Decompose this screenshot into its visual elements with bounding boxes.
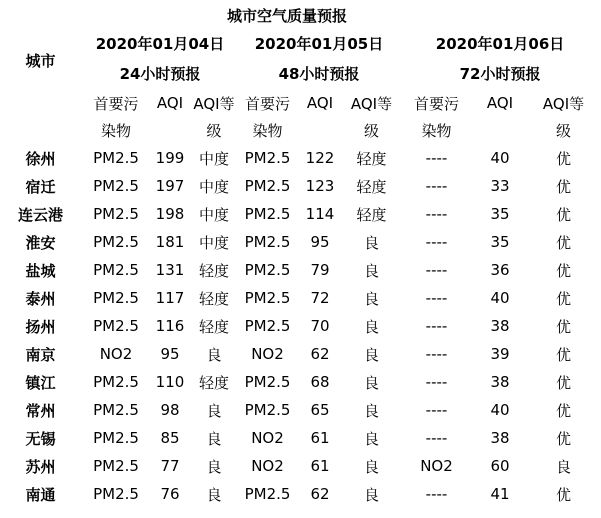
day1-aqi: 181 <box>155 233 185 251</box>
table-row <box>0 368 601 396</box>
aqi-header: AQI <box>306 94 334 112</box>
grade-header-line2: 级 <box>556 121 572 140</box>
city-name: 南通 <box>25 485 56 504</box>
city-name: 淮安 <box>25 233 56 252</box>
table-row <box>0 480 601 508</box>
day1-pollutant: PM2.5 <box>93 261 139 279</box>
day1-pollutant: PM2.5 <box>93 373 139 391</box>
city-name: 南京 <box>25 345 56 364</box>
pollutant-header-line2: 染物 <box>421 121 452 140</box>
day2-pollutant: PM2.5 <box>244 177 291 195</box>
day2-aqi: 70 <box>310 317 330 335</box>
day2-grade: 良 <box>363 261 379 280</box>
day2-grade: 良 <box>363 429 379 448</box>
day3-pollutant: ---- <box>425 485 448 503</box>
day2-aqi: 95 <box>310 233 330 251</box>
day2-pollutant: PM2.5 <box>244 401 291 419</box>
table-row <box>0 284 601 312</box>
day2-pollutant: NO2 <box>251 345 284 363</box>
day3-pollutant: ---- <box>425 373 448 391</box>
table-row <box>0 172 601 200</box>
day2-aqi: 72 <box>310 289 330 307</box>
day2-pollutant: PM2.5 <box>244 233 291 251</box>
day3-grade: 优 <box>556 429 572 448</box>
day2-pollutant: PM2.5 <box>244 373 291 391</box>
day2-aqi: 68 <box>310 373 330 391</box>
day1-aqi: 199 <box>155 149 185 167</box>
day3-pollutant: ---- <box>425 289 448 307</box>
day1-grade: 轻度 <box>198 289 229 308</box>
pollutant-header: 首要污 <box>413 94 459 113</box>
day2-aqi: 114 <box>305 205 335 223</box>
table-row <box>0 424 601 452</box>
city-name: 扬州 <box>25 317 56 336</box>
day1-aqi: 198 <box>155 205 185 223</box>
grade-header-line2: 级 <box>206 121 222 140</box>
day1-grade: 轻度 <box>198 373 229 392</box>
day3-pollutant: ---- <box>425 149 448 167</box>
day1-grade: 中度 <box>198 149 229 168</box>
day1-grade: 轻度 <box>198 317 229 336</box>
day1-pollutant: PM2.5 <box>93 205 139 223</box>
day1-aqi: 85 <box>160 429 180 447</box>
grade-header: AQI等 <box>350 94 393 113</box>
day1-grade: 良 <box>206 345 222 364</box>
day2-grade: 良 <box>363 373 379 392</box>
day2-grade: 良 <box>363 485 379 504</box>
day3-grade: 优 <box>556 485 572 504</box>
day3-aqi: 40 <box>490 149 510 167</box>
day3-pollutant: ---- <box>425 205 448 223</box>
day1-period: 24小时预报 <box>119 64 201 83</box>
day2-grade: 良 <box>363 233 379 252</box>
day2-aqi: 65 <box>310 401 330 419</box>
day1-grade: 良 <box>206 485 222 504</box>
day1-pollutant: PM2.5 <box>93 233 139 251</box>
pollutant-header: 首要污 <box>93 94 139 113</box>
table-row <box>0 228 601 256</box>
day1-aqi: 95 <box>160 345 180 363</box>
day3-pollutant: ---- <box>425 429 448 447</box>
day3-grade: 优 <box>556 317 572 336</box>
day1-grade: 中度 <box>198 233 229 252</box>
day2-grade: 良 <box>363 289 379 308</box>
day3-grade: 优 <box>556 233 572 252</box>
day1-aqi: 117 <box>155 289 185 307</box>
day3-grade: 优 <box>556 261 572 280</box>
day1-date: 2020年01月04日 <box>95 34 225 53</box>
city-name: 宿迁 <box>25 177 56 196</box>
pollutant-header-line2: 染物 <box>100 121 131 140</box>
day1-pollutant: PM2.5 <box>93 177 139 195</box>
day3-aqi: 40 <box>490 401 510 419</box>
city-header: 城市 <box>25 51 56 70</box>
day3-aqi: 38 <box>490 429 510 447</box>
day3-pollutant: ---- <box>425 345 448 363</box>
day3-aqi: 35 <box>490 233 510 251</box>
pollutant-header-line2: 染物 <box>252 121 283 140</box>
day1-pollutant: PM2.5 <box>93 457 139 475</box>
day3-pollutant: ---- <box>425 177 448 195</box>
day2-pollutant: PM2.5 <box>244 289 291 307</box>
day3-grade: 优 <box>556 205 572 224</box>
day3-date: 2020年01月06日 <box>435 34 565 53</box>
day3-aqi: 38 <box>490 317 510 335</box>
day2-grade: 良 <box>363 345 379 364</box>
day2-grade: 良 <box>363 457 379 476</box>
day3-grade: 优 <box>556 289 572 308</box>
grade-header: AQI等 <box>193 94 235 113</box>
day1-grade: 良 <box>206 457 222 476</box>
day2-aqi: 122 <box>305 149 335 167</box>
day2-pollutant: PM2.5 <box>244 261 291 279</box>
day3-grade: 优 <box>556 401 572 420</box>
city-name: 盐城 <box>25 261 56 280</box>
day2-pollutant: PM2.5 <box>244 485 291 503</box>
day2-grade: 良 <box>363 317 379 336</box>
day1-pollutant: PM2.5 <box>93 429 139 447</box>
day1-aqi: 116 <box>155 317 185 335</box>
grade-header: AQI等 <box>542 94 585 113</box>
day1-grade: 中度 <box>198 205 229 224</box>
table-row <box>0 312 601 340</box>
day3-pollutant: ---- <box>425 317 448 335</box>
day2-pollutant: PM2.5 <box>244 317 291 335</box>
day1-pollutant: PM2.5 <box>93 149 139 167</box>
day3-pollutant: ---- <box>425 261 448 279</box>
table-row <box>0 144 601 172</box>
city-name: 连云港 <box>17 205 63 224</box>
day1-pollutant: NO2 <box>99 345 133 363</box>
day2-pollutant: PM2.5 <box>244 205 291 223</box>
day3-aqi: 60 <box>490 457 510 475</box>
city-name: 泰州 <box>25 289 56 308</box>
day2-grade: 轻度 <box>356 177 387 196</box>
day1-aqi: 131 <box>155 261 185 279</box>
day3-aqi: 39 <box>490 345 510 363</box>
day1-pollutant: PM2.5 <box>93 485 139 503</box>
day3-aqi: 41 <box>490 485 510 503</box>
city-name: 徐州 <box>25 149 56 168</box>
city-name: 镇江 <box>25 373 56 392</box>
day1-aqi: 77 <box>160 457 180 475</box>
day3-grade: 优 <box>556 177 572 196</box>
day3-grade: 优 <box>556 345 572 364</box>
day2-pollutant: NO2 <box>251 429 284 447</box>
day2-date: 2020年01月05日 <box>254 34 384 53</box>
day2-grade: 轻度 <box>356 149 387 168</box>
day3-pollutant: ---- <box>425 233 448 251</box>
day2-aqi: 123 <box>305 177 335 195</box>
table-row <box>0 200 601 228</box>
day3-aqi: 36 <box>490 261 510 279</box>
table-row <box>0 452 601 480</box>
day2-period: 48小时预报 <box>278 64 360 83</box>
day3-pollutant: NO2 <box>420 457 453 475</box>
day3-aqi: 38 <box>490 373 510 391</box>
day3-period: 72小时预报 <box>459 64 541 83</box>
day1-grade: 轻度 <box>198 261 229 280</box>
grade-header-line2: 级 <box>363 121 379 140</box>
city-name: 无锡 <box>25 429 56 448</box>
day2-aqi: 61 <box>310 457 330 475</box>
day1-grade: 良 <box>206 429 222 448</box>
table-row <box>0 396 601 424</box>
table-row <box>0 256 601 284</box>
day1-aqi: 110 <box>155 373 185 391</box>
day1-grade: 良 <box>206 401 222 420</box>
aqi-header: AQI <box>486 94 514 112</box>
day3-aqi: 33 <box>490 177 510 195</box>
day1-pollutant: PM2.5 <box>93 401 139 419</box>
day1-aqi: 197 <box>155 177 185 195</box>
table-row <box>0 340 601 368</box>
pollutant-header: 首要污 <box>244 94 290 113</box>
aqi-header: AQI <box>156 94 184 112</box>
day3-grade: 良 <box>556 457 572 476</box>
day1-grade: 中度 <box>198 177 229 196</box>
day2-grade: 轻度 <box>356 205 387 224</box>
day3-aqi: 35 <box>490 205 510 223</box>
city-name: 常州 <box>25 401 56 420</box>
day1-pollutant: PM2.5 <box>93 317 139 335</box>
city-name: 苏州 <box>25 457 56 476</box>
day2-aqi: 62 <box>310 485 330 503</box>
day2-aqi: 79 <box>310 261 330 279</box>
table-title: 城市空气质量预报 <box>227 6 348 25</box>
day3-grade: 优 <box>556 149 572 168</box>
day1-pollutant: PM2.5 <box>93 289 139 307</box>
day3-pollutant: ---- <box>425 401 448 419</box>
day3-aqi: 40 <box>490 289 510 307</box>
day3-grade: 优 <box>556 373 572 392</box>
day2-aqi: 62 <box>310 345 330 363</box>
day2-pollutant: PM2.5 <box>244 149 291 167</box>
day2-aqi: 61 <box>310 429 330 447</box>
day1-aqi: 98 <box>160 401 180 419</box>
day2-pollutant: NO2 <box>251 457 284 475</box>
day2-grade: 良 <box>363 401 379 420</box>
day1-aqi: 76 <box>160 485 180 503</box>
